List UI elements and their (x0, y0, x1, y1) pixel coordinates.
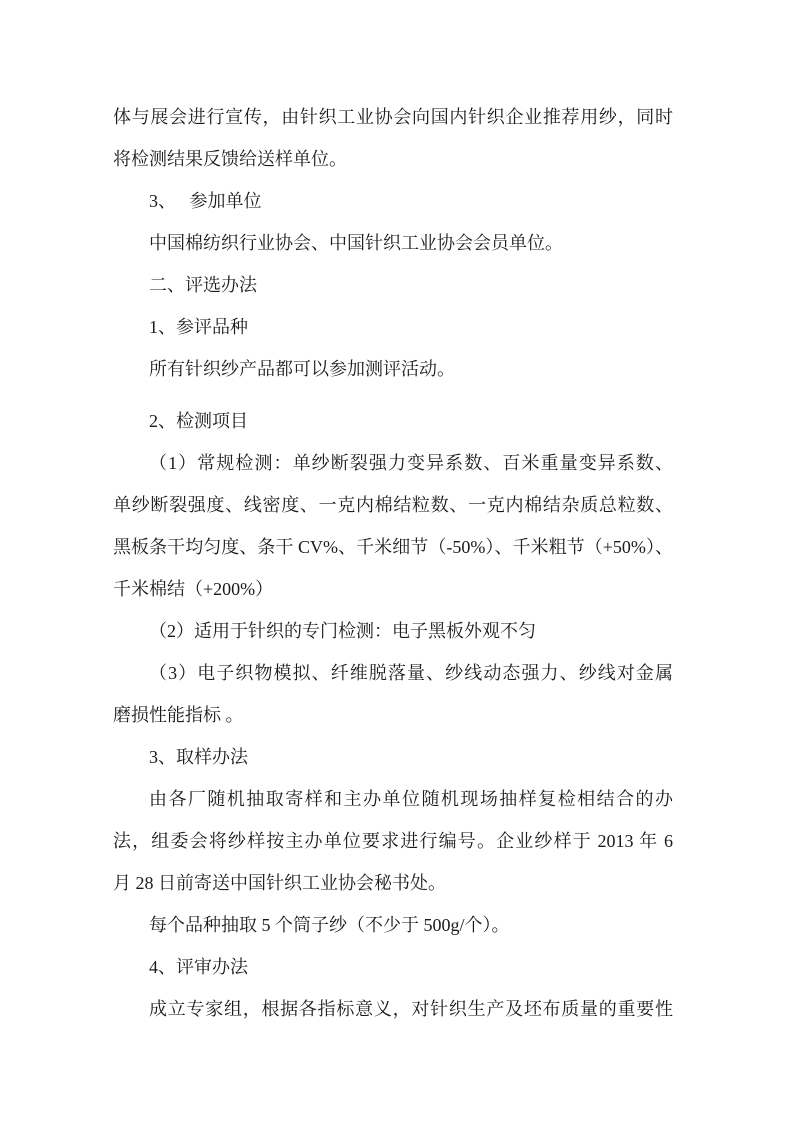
text-line: 每个品种抽取 5 个筒子纱（不少于 500g/个）。 (149, 915, 510, 935)
text-line: 黑板条干均匀度、条干 CV%、千米细节（-50%）、千米粗节（+50%）、 (113, 537, 673, 557)
text-line: （3）电子织物模拟、纤维脱落量、纱线动态强力、纱线对金属 (149, 663, 673, 683)
text-line: 3、取样办法 (149, 747, 248, 767)
para-expert-panel (113, 988, 673, 1030)
text-line: 体与展会进行宣传，由针织工业协会向国内针织企业推荐用纱，同时 (113, 107, 673, 127)
text-line: 将检测结果反馈给送样单位。 (113, 149, 347, 169)
para-routine-test-items (113, 442, 673, 610)
item-3-participating-units (113, 180, 673, 222)
para-publicity-continuation (113, 96, 673, 180)
text-line: 千米棉结（+200%） (113, 579, 274, 599)
para-participating-units (113, 222, 673, 264)
text-line: 所有针织纱产品都可以参加测评活动。 (149, 359, 455, 379)
item-1-eligible-varieties (113, 306, 673, 348)
para-knitting-specific-test (113, 610, 673, 652)
text-line: 月 28 日前寄送中国针织工业协会秘书处。 (113, 873, 446, 893)
text-line: 法，组委会将纱样按主办单位要求进行编号。企业纱样于 2013 年 6 (113, 831, 673, 851)
text-line: （2）适用于针织的专门检测：电子黑板外观不匀 (149, 621, 536, 641)
text-line: 2、检测项目 (149, 411, 248, 431)
text-line: 成立专家组，根据各指标意义，对针织生产及坯布质量的重要性 (149, 999, 673, 1019)
heading-section-2-selection-method (113, 264, 673, 306)
item-2-test-items (113, 400, 673, 442)
text-line: 单纱断裂强度、线密度、一克内棉结粒数、一克内棉结杂质总粒数、 (113, 495, 673, 515)
text-line: 由各厂随机抽取寄样和主办单位随机现场抽样复检相结合的办 (149, 789, 673, 809)
para-sampling-procedure (113, 778, 673, 904)
item-4-review-method (113, 946, 673, 988)
para-sample-quantity (113, 904, 673, 946)
text-line: 中国棉纺织行业协会、中国针织工业协会会员单位。 (149, 233, 563, 253)
item-3-sampling-method (113, 736, 673, 778)
text-line: （1）常规检测：单纱断裂强力变异系数、百米重量变异系数、 (149, 453, 673, 473)
text-line: 3、 参加单位 (149, 191, 262, 211)
text-line: 磨损性能指标 。 (113, 705, 244, 725)
text-line: 1、参评品种 (149, 317, 248, 337)
text-line: 二、评选办法 (149, 275, 257, 295)
text-line: 4、评审办法 (149, 957, 248, 977)
para-eligible-varieties (113, 348, 673, 390)
para-additional-test-items (113, 652, 673, 736)
